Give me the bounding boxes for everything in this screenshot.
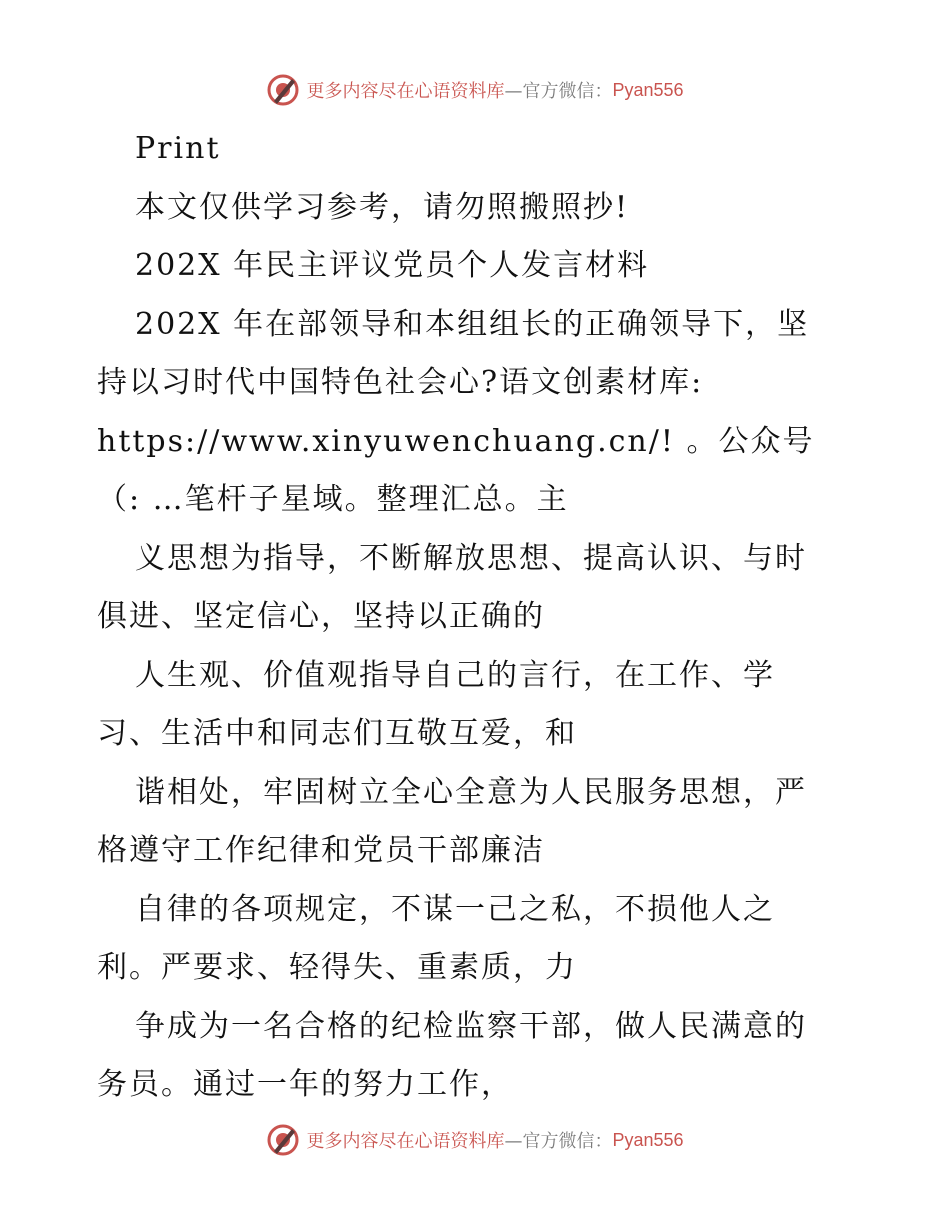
- text-line: 习、生活中和同志们互敬互爱，和: [97, 716, 577, 751]
- banner-text: 更多内容尽在心语资料库: [306, 1131, 505, 1152]
- banner-wechat-id: Pyan556: [612, 1129, 684, 1150]
- pen-logo-icon: [266, 1123, 300, 1157]
- text-line: https://www.xinyuwenchuang.cn/! 。公众号: [97, 423, 815, 459]
- banner-text: 更多内容尽在心语资料库: [306, 81, 505, 102]
- text-line: 持以习时代中国特色社会心?语文创素材库:: [97, 365, 704, 400]
- text-line: Print: [135, 131, 221, 166]
- text-line: 202X 年在部领导和本组组长的正确领导下，坚: [135, 306, 810, 342]
- text-line: 谐相处，牢固树立全心全意为人民服务思想，严: [135, 774, 807, 810]
- text-line: 202X 年民主评议党员个人发言材料: [135, 248, 650, 283]
- text-line: 务员。通过一年的努力工作，: [97, 1067, 513, 1102]
- pen-logo-icon: [266, 73, 300, 107]
- text-line: 人生观、价值观指导自己的言行，在工作、学: [135, 657, 775, 693]
- text-line: 义思想为指导，不断解放思想、提高认识、与时: [135, 540, 807, 576]
- text-line: 争成为一名合格的纪检监察干部，做人民满意的: [135, 1008, 807, 1044]
- banner-separator: —官方微信：: [504, 81, 613, 102]
- text-line: 俱进、坚定信心，坚持以正确的: [97, 599, 545, 634]
- banner-wechat-id: Pyan556: [612, 79, 684, 100]
- text-line: 本文仅供学习参考，请勿照搬照抄!: [135, 189, 630, 225]
- header-watermark: [0, 70, 950, 110]
- text-line: （: …笔杆子星域。整理汇总。主: [97, 482, 569, 517]
- banner-separator: —官方微信：: [504, 1131, 613, 1152]
- document-body: [97, 120, 867, 1115]
- text-line: 利。严要求、轻得失、重素质，力: [97, 950, 577, 985]
- text-line: 格遵守工作纪律和党员干部廉洁: [97, 833, 545, 868]
- footer-watermark: [0, 1120, 950, 1160]
- text-line: 自律的各项规定，不谋一己之私，不损他人之: [135, 891, 775, 927]
